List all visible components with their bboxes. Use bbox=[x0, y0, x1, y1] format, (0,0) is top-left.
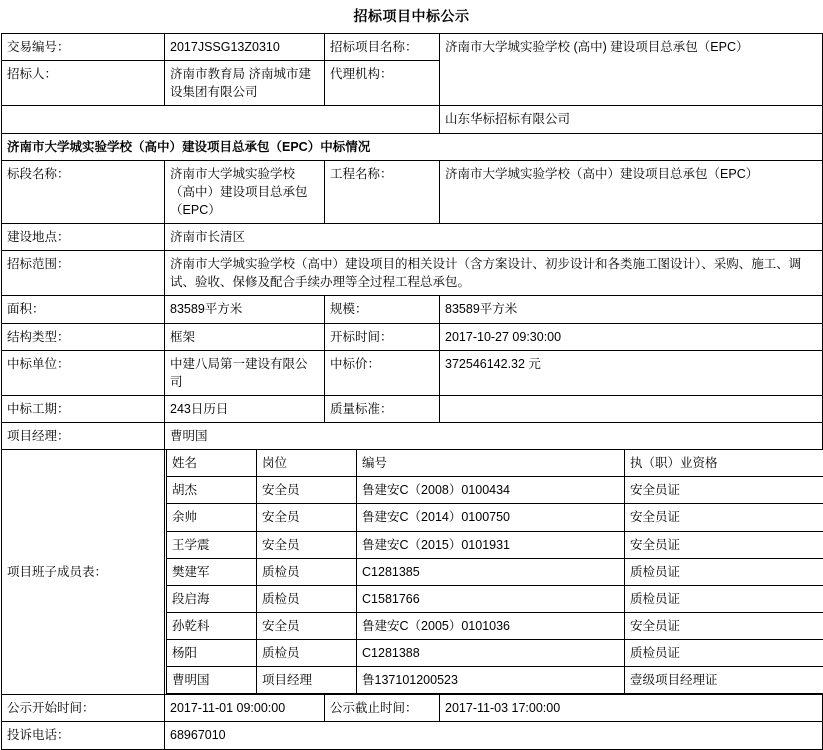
bid-price-label: 中标价： bbox=[325, 350, 440, 395]
table-row bbox=[2, 395, 823, 422]
structure-label: 结构类型： bbox=[2, 323, 165, 350]
duration-label: 中标工期： bbox=[2, 395, 165, 422]
winner-value: 中建八局第一建设有限公司 bbox=[165, 350, 325, 395]
crew-table-row bbox=[167, 477, 823, 504]
structure-value: 框架 bbox=[165, 323, 325, 350]
crew-cell: 曹明国 bbox=[167, 667, 257, 694]
project-value: 济南市大学城实验学校（高中）建设项目总承包（EPC） bbox=[440, 160, 823, 223]
table-row bbox=[2, 296, 823, 323]
crew-cell: C1281385 bbox=[357, 558, 625, 585]
crew-cell: 鲁建安C（2008）0100434 bbox=[357, 477, 625, 504]
crew-cell: 安全员 bbox=[257, 477, 357, 504]
crew-table-row bbox=[167, 640, 823, 667]
section-header: 济南市大学城实验学校（高中）建设项目总承包（EPC）中标情况 bbox=[2, 133, 823, 160]
crew-cell: 王学震 bbox=[167, 531, 257, 558]
crew-cell: 胡杰 bbox=[167, 477, 257, 504]
table-row bbox=[2, 423, 823, 450]
bid-price-value: 372546142.32 元 bbox=[440, 350, 823, 395]
crew-cell: 质检员 bbox=[257, 585, 357, 612]
crew-cell: 安全员证 bbox=[625, 477, 823, 504]
scale-label: 规模： bbox=[325, 296, 440, 323]
crew-table-row bbox=[167, 504, 823, 531]
quality-label: 质量标准： bbox=[325, 395, 440, 422]
crew-cell: 项目经理 bbox=[257, 667, 357, 694]
project-label: 工程名称： bbox=[325, 160, 440, 223]
crew-cell: 鲁建安C（2014）0100750 bbox=[357, 504, 625, 531]
duration-value: 243日历日 bbox=[165, 395, 325, 422]
crew-table bbox=[166, 450, 823, 694]
crew-cell: 安全员 bbox=[257, 504, 357, 531]
scale-value: 83589平方米 bbox=[440, 296, 823, 323]
crew-cell: 质检员 bbox=[257, 640, 357, 667]
winner-label: 中标单位： bbox=[2, 350, 165, 395]
crew-table-row bbox=[167, 558, 823, 585]
crew-cell: 余帅 bbox=[167, 504, 257, 531]
crew-column-header: 执（职）业资格 bbox=[625, 450, 823, 477]
spacer-left bbox=[2, 106, 165, 133]
crew-cell: 安全员 bbox=[257, 531, 357, 558]
crew-cell: 安全员证 bbox=[625, 504, 823, 531]
spacer-mid bbox=[165, 106, 325, 133]
agency-value: 山东华标招标有限公司 bbox=[440, 106, 823, 133]
crew-table-row bbox=[167, 531, 823, 558]
project-name-label: 招标项目名称： bbox=[325, 34, 440, 61]
spacer-label bbox=[325, 106, 440, 133]
site-value: 济南市长清区 bbox=[165, 224, 823, 251]
crew-cell: 鲁建安C（2015）0101931 bbox=[357, 531, 625, 558]
complaint-phone-label: 投诉电话： bbox=[2, 722, 165, 749]
section-label: 标段名称： bbox=[2, 160, 165, 223]
complaint-phone-value: 68967010 bbox=[165, 722, 823, 749]
scope-value: 济南市大学城实验学校（高中）建设项目的相关设计（含方案设计、初步设计和各类施工图设计）、采购、施工、调试、验收、保修及配合手续办理等全过程工程总承包。 bbox=[165, 251, 823, 296]
crew-cell: 安全员证 bbox=[625, 612, 823, 639]
section-header-row bbox=[2, 133, 823, 160]
section-value: 济南市大学城实验学校（高中）建设项目总承包（EPC） bbox=[165, 160, 325, 223]
page-title: 招标项目中标公示 bbox=[353, 8, 470, 24]
crew-cell: 安全员 bbox=[257, 612, 357, 639]
crew-cell: 质检员证 bbox=[625, 585, 823, 612]
crew-cell: C1581766 bbox=[357, 585, 625, 612]
trade-no-value: 2017JSSG13Z0310 bbox=[165, 34, 325, 61]
crew-table-row bbox=[167, 585, 823, 612]
table-row bbox=[2, 695, 823, 722]
manager-value: 曹明国 bbox=[165, 423, 823, 450]
crew-cell: 段启海 bbox=[167, 585, 257, 612]
crew-table-cell bbox=[165, 450, 823, 695]
quality-value bbox=[440, 395, 823, 422]
publicity-start-label: 公示开始时间： bbox=[2, 695, 165, 722]
crew-table-row bbox=[167, 612, 823, 639]
table-row bbox=[2, 722, 823, 749]
crew-cell: 杨阳 bbox=[167, 640, 257, 667]
crew-label: 项目班子成员表： bbox=[2, 450, 165, 695]
bid-open-time-value: 2017-10-27 09:30:00 bbox=[440, 323, 823, 350]
table-row bbox=[2, 251, 823, 296]
crew-cell: 鲁建安C（2005）0101036 bbox=[357, 612, 625, 639]
crew-table-row bbox=[167, 667, 823, 694]
publicity-start-value: 2017-11-01 09:00:00 bbox=[165, 695, 325, 722]
project-name-value: 济南市大学城实验学校 (高中) 建设项目总承包（EPC） bbox=[440, 34, 823, 106]
agency-label: 代理机构： bbox=[325, 61, 440, 106]
publicity-end-value: 2017-11-03 17:00:00 bbox=[440, 695, 823, 722]
table-row bbox=[2, 106, 823, 133]
table-row bbox=[2, 34, 823, 61]
publicity-end-label: 公示截止时间： bbox=[325, 695, 440, 722]
table-row bbox=[2, 160, 823, 223]
table-row bbox=[2, 350, 823, 395]
table-row bbox=[2, 323, 823, 350]
crew-cell: 鲁137101200523 bbox=[357, 667, 625, 694]
crew-cell: 质检员证 bbox=[625, 558, 823, 585]
crew-cell: 孙乾科 bbox=[167, 612, 257, 639]
crew-cell: 壹级项目经理证 bbox=[625, 667, 823, 694]
crew-cell: C1281388 bbox=[357, 640, 625, 667]
bid-announcement-table bbox=[1, 33, 823, 750]
tenderee-value: 济南市教育局 济南城市建设集团有限公司 bbox=[165, 61, 325, 106]
crew-cell: 樊建军 bbox=[167, 558, 257, 585]
tenderee-label: 招标人： bbox=[2, 61, 165, 106]
crew-header-row bbox=[167, 450, 823, 477]
crew-column-header: 姓名 bbox=[167, 450, 257, 477]
area-label: 面积： bbox=[2, 296, 165, 323]
area-value: 83589平方米 bbox=[165, 296, 325, 323]
scope-label: 招标范围： bbox=[2, 251, 165, 296]
crew-cell: 安全员证 bbox=[625, 531, 823, 558]
trade-no-label: 交易编号： bbox=[2, 34, 165, 61]
bid-open-time-label: 开标时间： bbox=[325, 323, 440, 350]
site-label: 建设地点： bbox=[2, 224, 165, 251]
crew-cell: 质检员证 bbox=[625, 640, 823, 667]
manager-label: 项目经理： bbox=[2, 423, 165, 450]
crew-column-header: 岗位 bbox=[257, 450, 357, 477]
crew-row bbox=[2, 450, 823, 695]
crew-cell: 质检员 bbox=[257, 558, 357, 585]
crew-column-header: 编号 bbox=[357, 450, 625, 477]
table-row bbox=[2, 224, 823, 251]
